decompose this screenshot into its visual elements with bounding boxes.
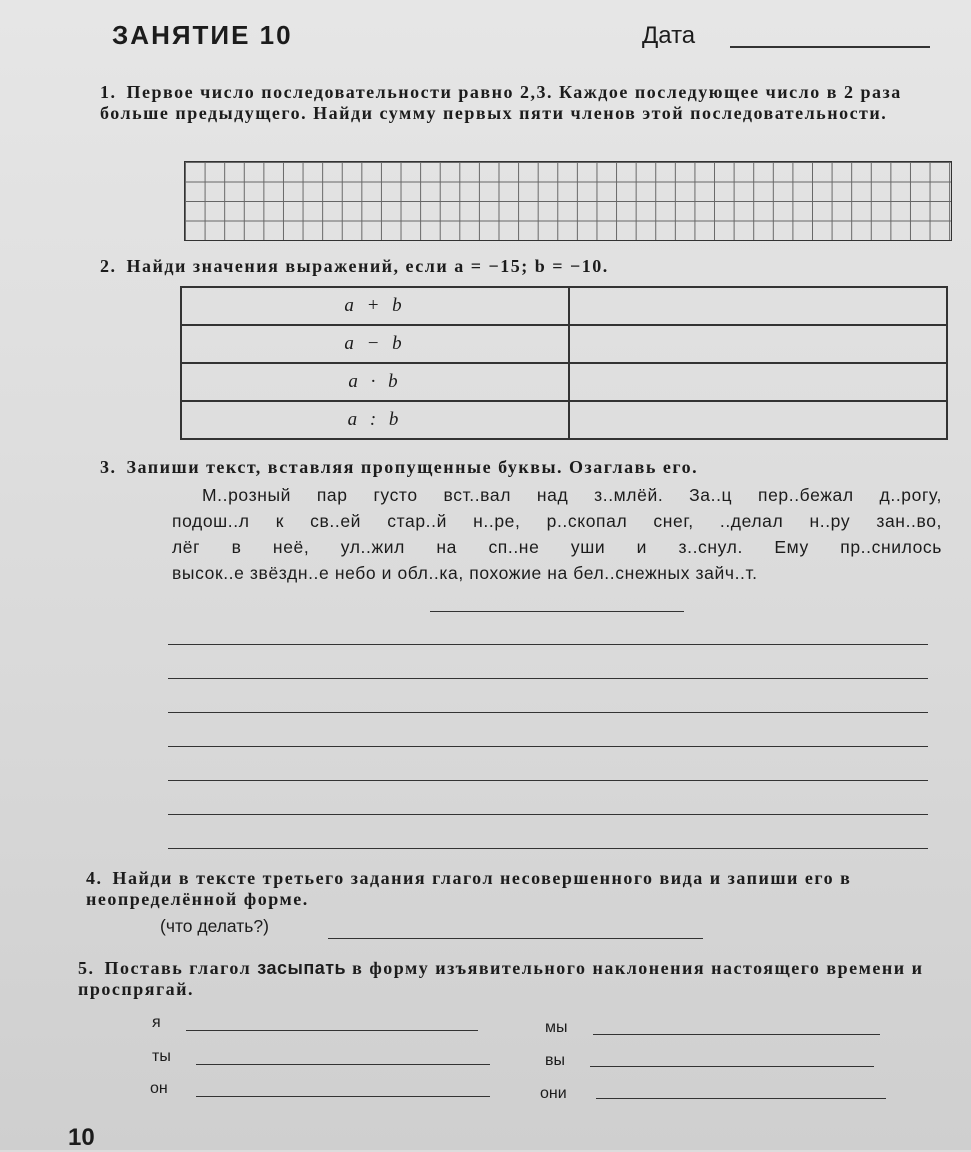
writing-line[interactable] [168, 678, 928, 679]
table-row [181, 401, 947, 439]
writing-line[interactable] [168, 780, 928, 781]
task-2-text: Найди значения выражений, если a = −15; b = −10. [126, 256, 609, 276]
task-4-number: 4. [86, 868, 103, 888]
lesson-title: ЗАНЯТИЕ 10 [112, 20, 293, 50]
task-2-number: 2. [100, 256, 117, 276]
conjugation-line[interactable] [186, 1030, 478, 1031]
task-5-text-before: Поставь глагол [104, 958, 258, 978]
conjugation-line[interactable] [196, 1096, 490, 1097]
task-1-text: Первое число последовательности равно 2,3. Каждое последующее число в 2 раза больше предыдущего. Найди сумму первых пяти членов этой последовательности. [100, 82, 902, 123]
task-5 [78, 958, 928, 1000]
expression-cell: a + b [181, 287, 569, 325]
date-label: Дата [642, 22, 696, 49]
conjugation-line[interactable] [596, 1098, 886, 1099]
page-header [112, 20, 952, 60]
title-answer-line[interactable] [430, 611, 684, 612]
task-3-number: 3. [100, 457, 117, 477]
task-4-text: Найди в тексте третьего задания глагол несовершенного вида и запиши его в неопределённой форме. [86, 868, 852, 909]
pronoun-ty: ты [152, 1048, 171, 1065]
task-5-number: 5. [78, 958, 95, 978]
table-row [181, 287, 947, 325]
writing-line[interactable] [168, 746, 928, 747]
answer-cell[interactable] [569, 401, 947, 439]
passage-line: М..розный пар густо вст..вал над з..млёй. За..ц пер..бежал д..рогу, [202, 485, 942, 505]
passage-line: лёг в неё, ул..жил на сп..не уши и з..снул. Ему пр..снилось [172, 537, 942, 557]
answer-cell[interactable] [569, 363, 947, 401]
task-2 [100, 256, 960, 277]
pronoun-oni: они [540, 1085, 567, 1102]
writing-line[interactable] [168, 848, 928, 849]
task-5-verb: засыпать [257, 958, 347, 978]
task-1-number: 1. [100, 82, 117, 102]
infinitive-hint: (что делать?) [160, 916, 269, 936]
pronoun-on: он [150, 1080, 168, 1097]
expression-cell: a : b [181, 401, 569, 439]
expression-cell: a − b [181, 325, 569, 363]
pronoun-vy: вы [545, 1052, 565, 1069]
expression-cell: a · b [181, 363, 569, 401]
expressions-table [180, 286, 948, 440]
page-number: 10 [68, 1124, 95, 1151]
pronoun-ya: я [152, 1014, 161, 1031]
task-1 [100, 82, 960, 124]
answer-cell[interactable] [569, 325, 947, 363]
pronoun-my: мы [545, 1019, 568, 1036]
writing-line[interactable] [168, 712, 928, 713]
infinitive-answer-line[interactable] [328, 938, 703, 939]
writing-line[interactable] [168, 644, 928, 645]
answer-cell[interactable] [569, 287, 947, 325]
task-4 [86, 868, 926, 910]
date-field-line[interactable] [730, 46, 930, 48]
passage-line: подош..л к св..ей стар..й н..ре, р..скопал снег, ..делал н..ру зан..во, [172, 511, 942, 531]
writing-line[interactable] [168, 814, 928, 815]
passage-line: высок..е звёздн..е небо и обл..ка, похожие на бел..снежных зайч..т. [172, 563, 758, 583]
conjugation-line[interactable] [590, 1066, 874, 1067]
conjugation-line[interactable] [593, 1034, 880, 1035]
task-3 [100, 457, 960, 478]
task-3-text: Запиши текст, вставляя пропущенные буквы. Озаглавь его. [126, 457, 699, 477]
conjugation-line[interactable] [196, 1064, 490, 1065]
table-row [181, 325, 947, 363]
answer-grid[interactable] [184, 161, 952, 241]
task-5-text-after: в форму изъявительного наклонения настоящего времени и проспрягай. [78, 958, 924, 999]
passage-text [172, 482, 942, 586]
table-row [181, 363, 947, 401]
